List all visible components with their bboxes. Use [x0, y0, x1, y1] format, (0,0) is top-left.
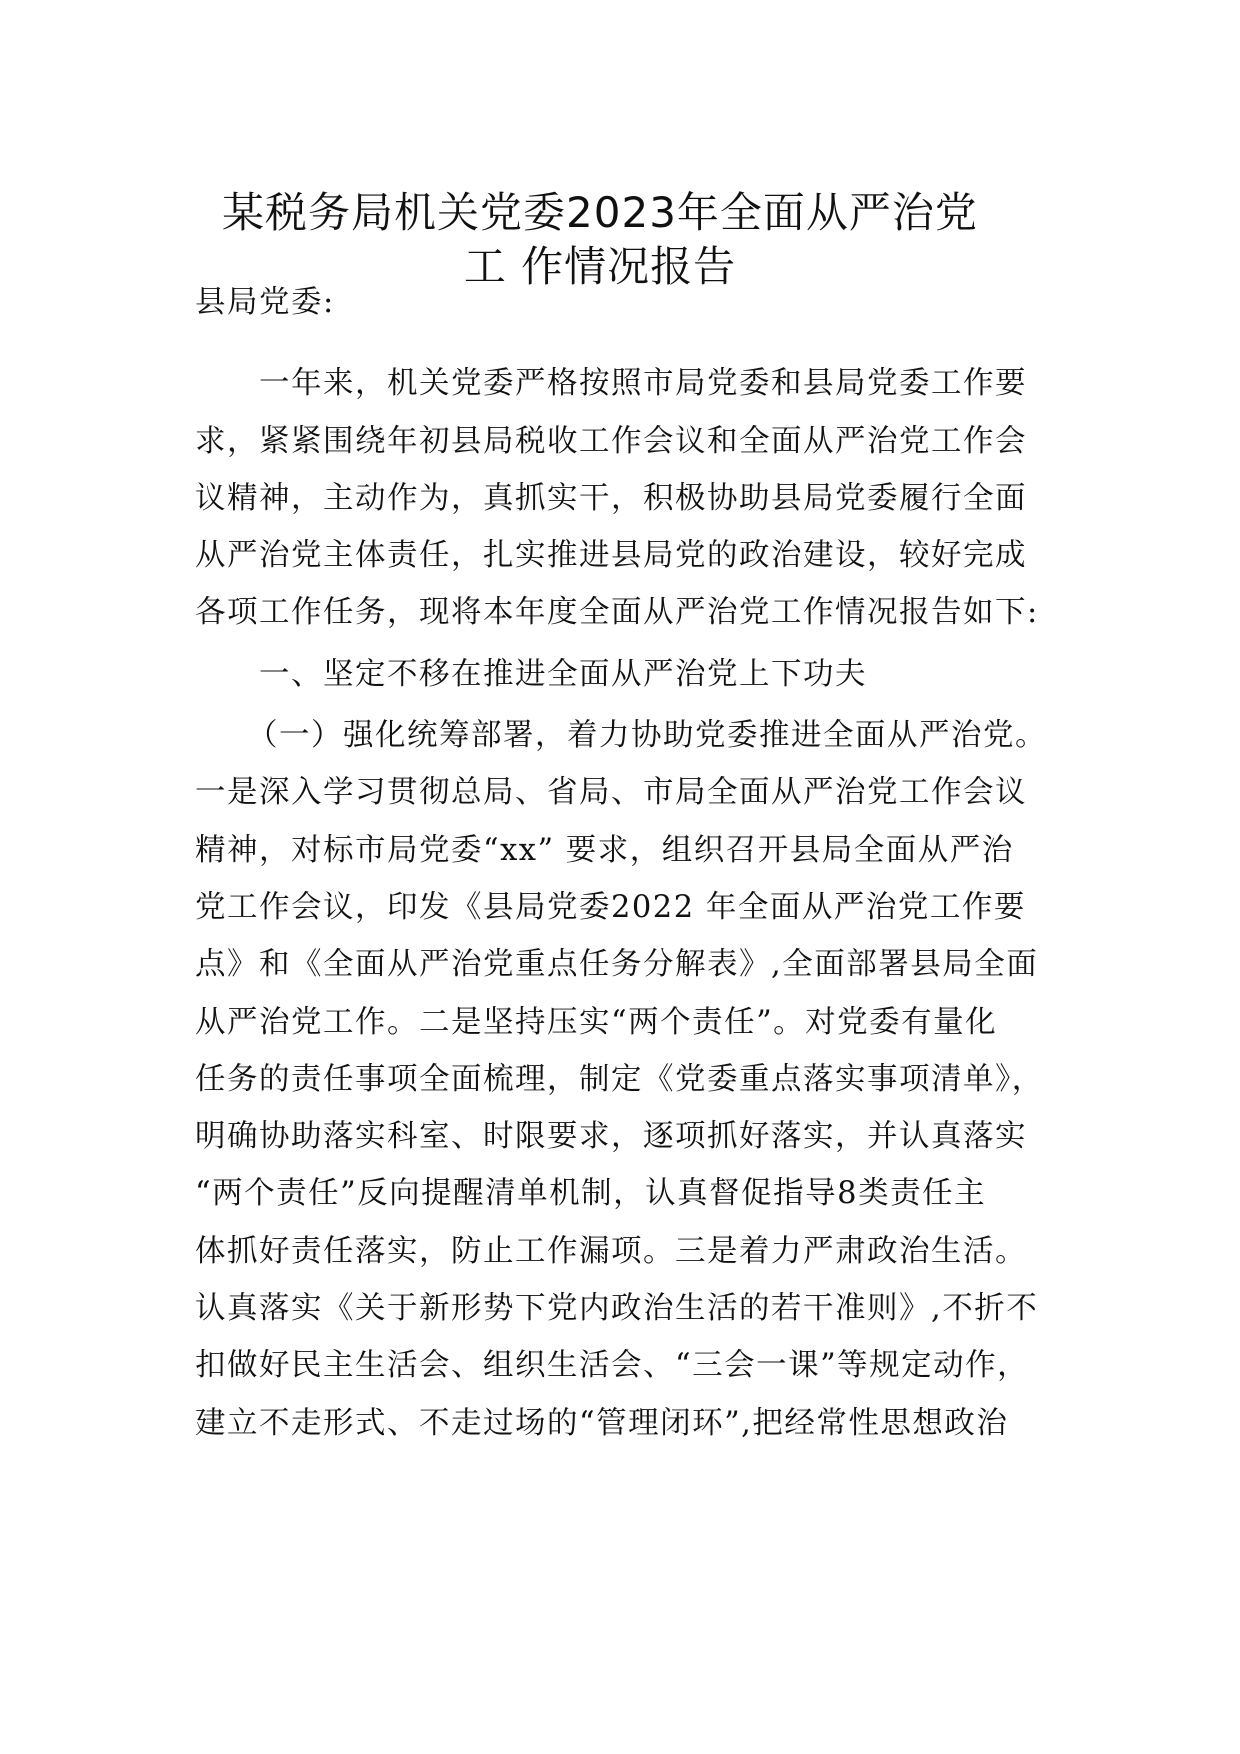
paragraph-line: 一是深入学习贯彻总局、省局、市局全面从严治党工作会议 — [195, 775, 1027, 811]
title-line-1: 某税务局机关党委2023年全面从严治党 — [222, 188, 978, 237]
salutation: 县局党委: — [195, 285, 335, 320]
paragraph-line: 各项工作任务，现将本年度全面从严治党工作情况报告如下: — [195, 595, 1039, 631]
paragraph-line: 精神，对标市局党委“xx” 要求，组织召开县局全面从严治 — [195, 832, 1014, 868]
paragraph-line: 明确协助落实科室、时限要求，逐项抓好落实，并认真落实 — [195, 1119, 1027, 1155]
paragraph-line: 求，紧紧围绕年初县局税收工作会议和全面从严治党工作会 — [195, 423, 1027, 459]
paragraph-line: 认真落实《关于新形势下党内政治生活的若干准则》,不折不 — [195, 1291, 1039, 1327]
paragraph-line: 从严治党主体责任，扎实推进县局党的政治建设，较好完成 — [195, 538, 1027, 574]
title-line-2: 工 作情况报告 — [463, 242, 737, 291]
paragraph-line: 体抓好责任落实，防止工作漏项。三是着力严肃政治生活。 — [195, 1233, 1027, 1269]
paragraph-line: 议精神，主动作为，真抓实干，积极协助县局党委履行全面 — [195, 480, 1027, 516]
paragraph-line: “两个责任”反向提醒清单机制，认真督促指导8类责任主 — [195, 1176, 987, 1212]
paragraph-line: 点》和《全面从严治党重点任务分解表》,全面部署县局全面 — [195, 947, 1039, 983]
paragraph-line: 建立不走形式、不走过场的“管理闭环”,把经常性思想政治 — [195, 1405, 1009, 1441]
document-body — [195, 274, 1065, 1452]
section-heading: 一、坚定不移在推进全面从严治党上下功夫 — [259, 656, 867, 692]
paragraph-line: 党工作会议，印发《县局党委2022 年全面从严治党工作要 — [195, 889, 1026, 925]
paragraph-line: 从严治党工作。二是坚持压实“两个责任”。对党委有量化 — [195, 1004, 998, 1040]
paragraph-line: （一）强化统筹部署，着力协助党委推进全面从严治党。 — [247, 718, 1047, 754]
paragraph-line: 一年来，机关党委严格按照市局党委和县局党委工作要 — [259, 366, 1027, 402]
paragraph-line: 任务的责任事项全面梳理，制定《党委重点落实事项清单》， — [195, 1061, 1044, 1097]
paragraph-line: 扣做好民主生活会、组织生活会、“三会一课”等规定动作， — [195, 1348, 1030, 1384]
